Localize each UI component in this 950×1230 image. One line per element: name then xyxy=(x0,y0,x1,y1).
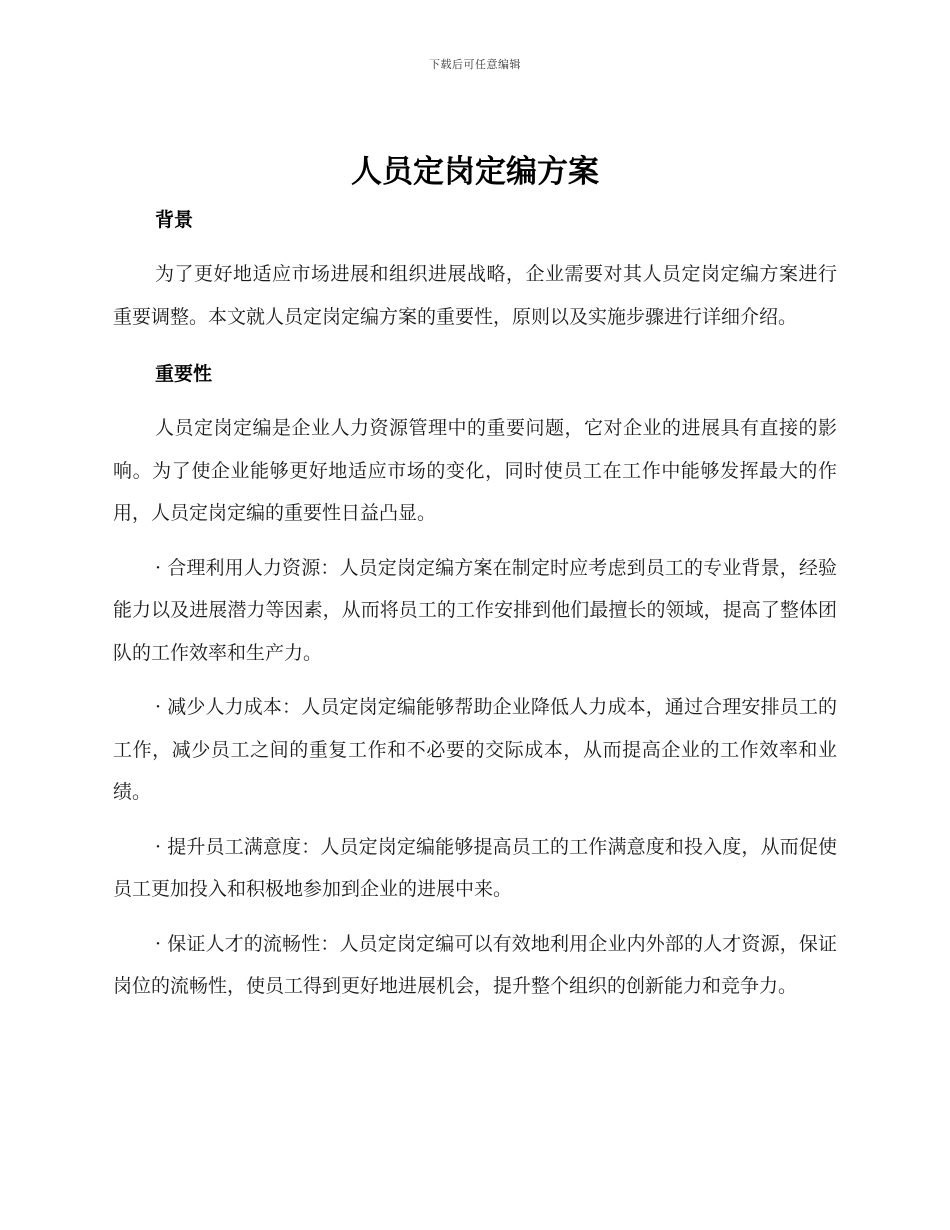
header-note: 下载后可任意编辑 xyxy=(429,58,521,71)
bullet-item: · 合理利用人力资源：人员定岗定编方案在制定时应考虑到员工的专业背景，经验能力以及进展潜力等因素，从而将员工的工作安排到他们最擅长的领域，提高了整体团队的工作效率和生产力。 xyxy=(113,556,837,664)
section-heading-background: 背景 xyxy=(155,209,194,231)
background-paragraph: 为了更好地适应市场进展和组织进展战略，企业需要对其人员定岗定编方案进行重要调整。本文就人员定岗定编方案的重要性，原则以及实施步骤进行详细介绍。 xyxy=(113,263,837,328)
spacer xyxy=(113,338,837,354)
spacer xyxy=(113,535,837,547)
document-body xyxy=(113,200,837,1008)
bullet-item: · 保证人才的流畅性：人员定岗定编可以有效地利用企业内外部的人才资源，保证岗位的流畅性，使员工得到更好地进展机会，提升整个组织的创新能力和竞争力。 xyxy=(113,932,837,997)
spacer xyxy=(113,814,837,826)
section-heading-importance: 重要性 xyxy=(155,363,213,385)
spacer xyxy=(113,240,837,253)
spacer xyxy=(113,674,837,686)
document-title: 人员定岗定编方案 xyxy=(351,154,599,190)
bullet-item: · 提升员工满意度：人员定岗定编能够提高员工的工作满意度和投入度，从而促使员工更加投入和积极地参加到企业的进展中来。 xyxy=(113,835,837,900)
spacer xyxy=(113,911,837,923)
bullet-item: · 减少人力成本：人员定岗定编能够帮助企业降低人力成本，通过合理安排员工的工作，减少员工之间的重复工作和不必要的交际成本，从而提高企业的工作效率和业绩。 xyxy=(113,696,837,803)
importance-paragraph: 人员定岗定编是企业人力资源管理中的重要问题，它对企业的进展具有直接的影响。为了使企业能够更好地适应市场的变化，同时使员工在工作中能够发挥最大的作用，人员定岗定编的重要性日益凸显。 xyxy=(113,417,837,524)
spacer xyxy=(113,394,837,407)
